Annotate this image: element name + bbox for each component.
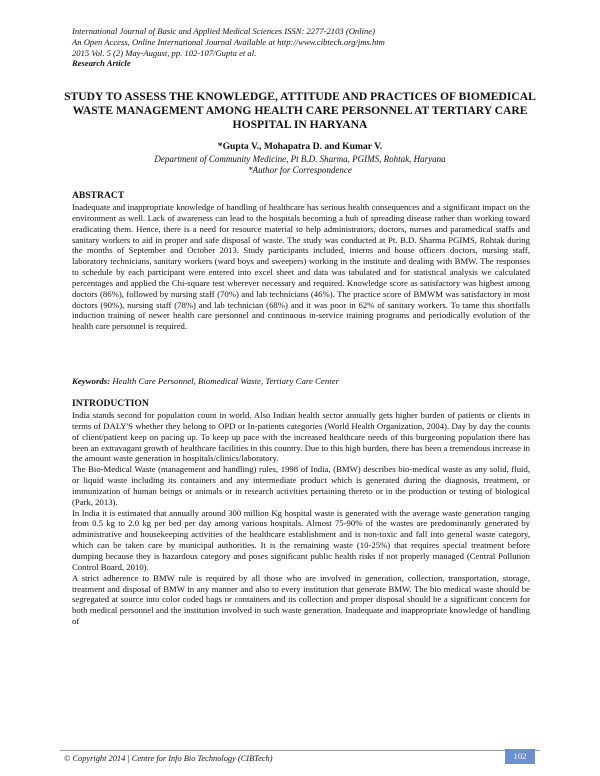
page-number: 102 <box>505 749 535 764</box>
footer-copyright: © Copyright 2014 | Centre for Info Bio Technology (CIBTech) <box>64 754 273 763</box>
keywords-value: Health Care Personnel, Biomedical Waste, Tertiary Care Center <box>112 376 339 386</box>
journal-access: An Open Access, Online International Journal Available at http://www.cibtech.org/jms.htm <box>72 36 385 47</box>
journal-name: International Journal of Basic and Applied Medical Sciences ISSN: 2277-2103 (Online) <box>72 26 375 36</box>
abstract-heading: ABSTRACT <box>72 190 125 201</box>
authors: *Gupta V., Mohapatra D. and Kumar V. <box>217 141 383 152</box>
journal-volume: 2015 Vol. 5 (2) May-August, pp. 102-107/Gupta et al. <box>72 47 257 58</box>
keywords-label: Keywords: <box>72 376 111 386</box>
abstract-text <box>72 202 530 332</box>
abstract-paragraph: Inadequate and inappropriate knowledge of handling of healthcare has serious health consequences and a significant impact on the environment as well. Lack of awareness can lead to the hospitals becoming a hub of spreading disease rather than working toward eradicating them. Hence, there is a need for resource material to help administrators, doctors, nurses and paramedical staffs and sanitary workers to aid in proper and safe disposal of waste. The study was conducted at Pt. B.D. Sharma PGIMS, Rohtak during the months of September and October 2013. Study participants included, interns and house officers doctors, nursing staff, laboratory technicians, sanitary workers (ward boys and sweepers) working in the institute and dealing with BMW. The responses to schedule by each participant were entered into excel sheet and data was tabulated and for statistical analysis we calculated percentages and applied the Chi-square test wherever necessary and required. Knowledge score as satisfactory was highest among doctors (86%), followed by nursing staff (70%) and lab technicians (46%). The practice score of BMWM was satisfactory in most doctors (90%), nursing staff (78%) and lab technician (68%) and it was poor in 62% of sanitary workers. To tame this shortfalls induction training of newer health care personnel and continuous in-service training programs and periodically evolution of the health care personnel is required. <box>72 202 530 332</box>
footer-divider <box>60 750 540 751</box>
keywords <box>72 376 530 386</box>
correspondence-note: *Author for Correspondence <box>248 165 352 175</box>
intro-paragraph: In India it is estimated that annually around 300 million Kg hospital waste is generated with the average waste generation ranging from 0.5 kg to 2.0 kg per bed per day among various hospitals. Almost 75-90% of the wastes are predominantly generated by administrative and housekeeping activities of the healthcare establishment and is non-toxic and fall into general waste category, which can be taken care by municipal authorities. It is the remaining waste (10-25%) that requires special treatment before dumping because they is hazardous category and poses significant public health risks if not properly managed (Central Pollution Control Board, 2010). <box>72 507 530 572</box>
intro-paragraph: India stands second for population count in world. Also Indian health sector annually gets higher burden of patients or clients in terms of DALY'S whether they belong to OPD or In-patients categories (World Health Organization, 2004). Day by day the counts of client/patient keep on pacing up. To keep up pace with the increased healthcare needs of this burgeoning population there has been an extravagant growth of healthcare facilities in this country. Due to this high burden, there has been a tremendous increase in the amount waste generation in hospitals/clinics/laboratory. <box>72 410 530 464</box>
journal-header <box>72 26 532 69</box>
introduction-text <box>72 410 530 627</box>
affiliation: Department of Community Medicine, Pt B.D. Sharma, PGIMS, Rohtak, Haryana <box>154 154 446 164</box>
article-type: Research Article <box>72 58 131 69</box>
paper-title: STUDY TO ASSESS THE KNOWLEDGE, ATTITUDE AND PRACTICES OF BIOMEDICAL WASTE MANAGEMENT AMONG HEALTH CARE PERSONNEL AT TERTIARY CARE HOSPITAL IN HARYANA <box>64 90 536 132</box>
introduction-heading: INTRODUCTION <box>72 398 149 409</box>
intro-paragraph: A strict adherence to BMW rule is required by all those who are involved in generation, collection, transportation, storage, treatment and disposal of BMW in any manner and also to every institution that generate BMW. The bio medical waste should be segregated at source into color coded bags or containers and its collection and proper disposal should be a significant concern for both medical personnel and the institution involved in such waste generation. Inadequate and inappropriate knowledge of handling of <box>72 572 530 627</box>
intro-paragraph: The Bio-Medical Waste (management and handling) rules, 1998 of India, (BMW) describes bio-medical waste as any solid, fluid, or liquid waste including its containers and any intermediate product which is generated during the diagnosis, treatment, or immunization of human beings or animals or in research activities pertaining thereto or in the production or testing of biological (Park, 2013). <box>72 464 530 507</box>
